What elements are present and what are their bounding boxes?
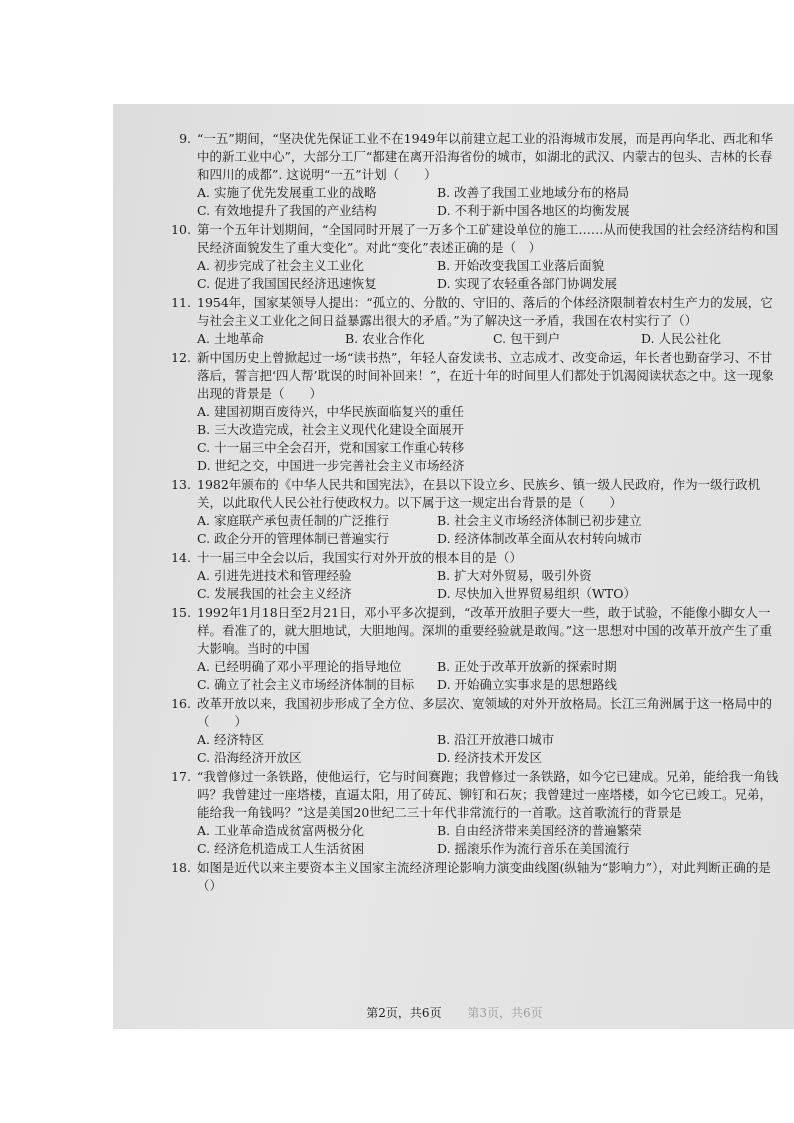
- question-text: 如图是近代以来主要资本主义国家主流经济理论影响力演变曲线图(纵轴为“影响力”），对此判断正确的是（）: [197, 860, 771, 893]
- question-16: [169, 695, 779, 767]
- option-c: C. 发展我国的社会主义经济: [197, 586, 352, 601]
- question-14: [169, 549, 779, 603]
- option-c: C. 包干到户: [493, 331, 561, 346]
- question-13: [169, 476, 779, 548]
- option-a: A. 建国初期百废待兴，中华民族面临复兴的重任: [197, 404, 464, 419]
- option-d: D. 世纪之交，中国进一步完善社会主义市场经济: [197, 458, 465, 473]
- question-text: 1954年，国家某领导人提出：“孤立的、分散的、守旧的、落后的个体经济限制着农村生产力的发展，它与社会主义工业化之间日益暴露出很大的矛盾。”为了解决这一矛盾，我国在农村实行了（）: [197, 295, 773, 328]
- option-b: B. 社会主义市场经济体制已初步建立: [437, 513, 642, 528]
- question-text: “一五”期间，“坚决优先保证工业不在1949年以前建立起工业的沿海城市发展，而是再向华北、西北和华中的新工业中心”，大部分工厂“都建在离开沿海省份的城市，如湖北的武汉、内蒙古的包头、吉林的长春和四川的成都”. 这说明“一五”计划（ ）: [197, 131, 773, 182]
- option-a: A. 初步完成了社会主义工业化: [197, 258, 364, 273]
- question-text: 新中国历史上曾掀起过一场“读书热”，年轻人奋发读书、立志成才、改变命运，年长者也勤奋学习、不甘落后，誓言把‘四人帮’耽误的时间补回来！”，在近十年的时间里人们都处于饥渴阅读状态之中。这一现象出现的背景是（ ）: [197, 350, 774, 401]
- question-number: 18.: [171, 860, 191, 875]
- option-c: C. 确立了社会主义市场经济体制的目标: [197, 677, 415, 692]
- option-a: A. 已经明确了邓小平理论的指导地位: [197, 659, 402, 674]
- option-c: C. 沿海经济开放区: [197, 750, 302, 765]
- option-a: A. 土地革命: [197, 331, 264, 346]
- question-9: [169, 130, 779, 220]
- question-text: 十一届三中全会以后，我国实行对外开放的根本目的是（）: [197, 550, 523, 565]
- question-number: 11.: [171, 295, 191, 310]
- option-d: D. 不利于新中国各地区的均衡发展: [437, 203, 630, 218]
- option-a: A. 工业革命造成贫富两极分化: [197, 823, 364, 838]
- option-c: C. 有效地提升了我国的产业结构: [197, 203, 377, 218]
- option-b: B. 改善了我国工业地域分布的格局: [437, 185, 630, 200]
- question-text: 改革开放以来，我国初步形成了全方位、多层次、宽领域的对外开放格局。长江三角洲属于这一格局中的（ ）: [197, 696, 773, 729]
- question-text: 1982年颁布的《中华人民共和国宪法》，在县以下设立乡、民族乡、镇一级人民政府，作为一级行政机关，以此取代人民公社行使政权力。以下属于这一规定出台背景的是（ ）: [197, 477, 761, 510]
- question-18: [169, 859, 779, 895]
- option-d: D. 经济技术开发区: [437, 750, 543, 765]
- question-12: [169, 349, 779, 475]
- question-number: 12.: [171, 350, 191, 365]
- option-d: D. 实现了农轻重各部门协调发展: [437, 276, 618, 291]
- option-a: A. 引进先进技术和管理经验: [197, 568, 352, 583]
- question-number: 15.: [171, 605, 191, 620]
- question-11: [169, 294, 779, 348]
- option-b: B. 三大改造完成，社会主义现代化建设全面展开: [197, 422, 465, 437]
- option-a: A. 实施了优先发展重工业的战略: [197, 185, 377, 200]
- question-17: [169, 768, 779, 858]
- option-a: A. 经济特区: [197, 732, 264, 747]
- question-number: 13.: [171, 477, 191, 492]
- question-10: [169, 221, 779, 293]
- question-list: [169, 130, 779, 896]
- paper-sheet: [113, 104, 794, 1029]
- option-c: C. 经济危机造成工人生活贫困: [197, 841, 365, 856]
- option-d: D. 人民公社化: [641, 331, 722, 346]
- question-number: 17.: [171, 769, 191, 784]
- page-footer: [113, 1004, 794, 1021]
- option-d: D. 经济体制改革全面从农村转向城市: [437, 531, 643, 546]
- option-d: D. 尽快加入世界贸易组织（WTO）: [437, 586, 636, 601]
- question-number: 10.: [171, 222, 191, 237]
- option-c: C. 政企分开的管理体制已普遍实行: [197, 531, 390, 546]
- option-b: B. 沿江开放港口城市: [437, 732, 555, 747]
- question-15: [169, 604, 779, 694]
- question-number: 14.: [171, 550, 191, 565]
- option-b: B. 开始改变我国工业落后面貌: [437, 258, 605, 273]
- question-number: 9.: [179, 131, 191, 146]
- option-c: C. 促进了我国国民经济迅速恢复: [197, 276, 377, 291]
- option-d: D. 开始确立实事求是的思想路线: [437, 677, 618, 692]
- option-b: B. 自由经济带来美国经济的普遍繁荣: [437, 823, 642, 838]
- question-text: 第一个五年计划期间，“全国同时开展了一万多个工矿建设单位的施工……从而使我国的社会经济结构和国民经济面貌发生了重大变化”。对此“变化”表述正确的是（ ）: [197, 222, 779, 255]
- question-text: “我曾修过一条铁路，使他运行，它与时间赛跑；我曾修过一条铁路，如今它已建成。兄弟，能给我一角钱吗？我曾建过一座塔楼，直逼太阳，用了砖瓦、铆钉和石灰；我曾建过一座塔楼，如今它已竣工。兄弟，能给我一角钱吗？”这是美国20世纪二三十年代非常流行的一首歌。这首歌流行的背景是: [197, 769, 779, 820]
- option-c: C. 十一届三中全会召开，党和国家工作重心转移: [197, 440, 465, 455]
- option-b: B. 扩大对外贸易，吸引外资: [437, 568, 592, 583]
- option-b: B. 正处于改革开放新的探索时期: [437, 659, 617, 674]
- option-a: A. 家庭联产承包责任制的广泛推行: [197, 513, 389, 528]
- bleed-through-page-number: 第3页，共6页: [467, 1006, 543, 1020]
- question-number: 16.: [171, 696, 191, 711]
- option-b: B. 农业合作化: [345, 331, 425, 346]
- question-text: 1992年1月18日至2月21日，邓小平多次提到，“改革开放胆子要大一些，敢于试验，不能像小脚女人一样。看准了的，就大胆地试，大胆地闯。深圳的重要经验就是敢闯。”这一思想对中国的改革开放产生了重大影响。当时的中国: [197, 605, 773, 656]
- option-d: D. 摇滚乐作为流行音乐在美国流行: [437, 841, 630, 856]
- page-number: 第2页，共6页: [366, 1006, 442, 1020]
